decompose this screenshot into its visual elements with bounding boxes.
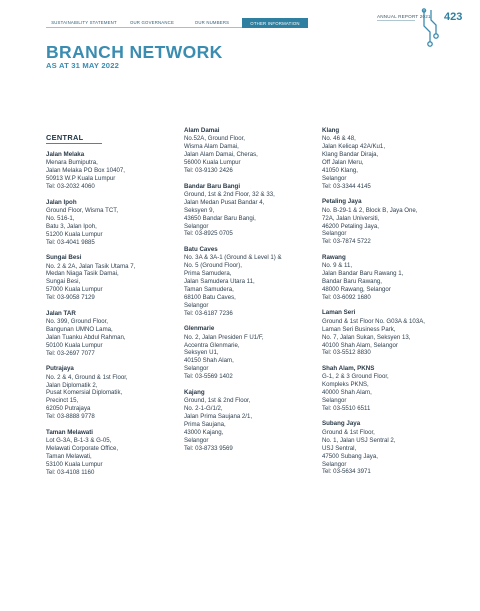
branch-address-line: No.52A, Ground Floor, bbox=[184, 135, 245, 143]
branch-name: Laman Seri bbox=[322, 309, 356, 317]
branch-address-line: No. 2-1-G/1/2, bbox=[184, 404, 223, 412]
branch-phone: Tel: 03-5634 3971 bbox=[322, 468, 371, 476]
branch-address-line: Selangor bbox=[184, 365, 209, 373]
report-label: ANNUAL REPORT 2021 bbox=[377, 14, 431, 19]
branch-name: Bandar Baru Bangi bbox=[184, 182, 241, 190]
branch-phone: Tel: 03-4108 1160 bbox=[46, 468, 95, 476]
branch-address-line: 40000 Shah Alam, bbox=[322, 389, 372, 397]
branch-address-line: Prima Samudera, bbox=[184, 270, 232, 278]
branch-address-line: Batu 3, Jalan Ipoh, bbox=[46, 222, 97, 230]
branch-address-line: Selangor bbox=[322, 230, 347, 238]
branch-address-line: Prima Saujana, bbox=[184, 420, 226, 428]
branch-name: Jalan Ipoh bbox=[46, 198, 77, 206]
branch-phone: Tel: 03-6187 7236 bbox=[184, 309, 233, 317]
branch-entry bbox=[322, 254, 462, 302]
branch-entry bbox=[322, 309, 462, 357]
branch-address-line: Menara Bumiputra, bbox=[46, 159, 98, 167]
tab-other-information[interactable]: OTHER INFORMATION bbox=[242, 18, 308, 28]
branch-address-line: No. 46 & 48, bbox=[322, 135, 356, 143]
branch-name: Taman Melawati bbox=[46, 428, 93, 436]
branch-address-line: Seksyen U1, bbox=[184, 349, 219, 357]
branch-entry bbox=[46, 254, 176, 302]
branch-phone: Tel: 03-3344 4145 bbox=[322, 182, 371, 190]
branch-entry bbox=[322, 420, 462, 476]
branch-phone: Tel: 03-8925 0705 bbox=[184, 230, 233, 238]
branch-address-line: Precinct 15, bbox=[46, 397, 79, 405]
branch-address-line: 57000 Kuala Lumpur bbox=[46, 286, 103, 294]
branch-name: Klang bbox=[322, 127, 340, 134]
branch-column-2 bbox=[184, 127, 319, 460]
branch-phone: Tel: 03-5569 1402 bbox=[184, 373, 233, 381]
branch-address-line: Ground & 1st Floor, bbox=[322, 428, 375, 436]
branch-entry bbox=[322, 127, 462, 191]
branch-phone: Tel: 03-9130 2426 bbox=[184, 167, 233, 175]
branch-entry bbox=[46, 151, 176, 191]
branch-address-line: 40150 Shah Alam, bbox=[184, 357, 234, 365]
branch-address-line: Selangor bbox=[184, 436, 209, 444]
branch-address-line: Jalan Samudera Utara 11, bbox=[184, 278, 255, 286]
branch-address-line: 50913 W.P Kuala Lumpur bbox=[46, 175, 116, 183]
branch-entry bbox=[46, 199, 176, 247]
branch-address-line: No. 9 & 11, bbox=[322, 262, 353, 270]
branch-name: Rawang bbox=[322, 253, 346, 261]
branch-name: Jalan Melaka bbox=[46, 151, 85, 158]
page-number: 423 bbox=[444, 11, 463, 23]
branch-address-line: Seksyen 9, bbox=[184, 206, 215, 214]
branch-name: Petaling Jaya bbox=[322, 198, 362, 206]
branch-address-line: Laman Seri Business Park, bbox=[322, 325, 396, 333]
branch-phone: Tel: 03-2697 7077 bbox=[46, 349, 95, 357]
branch-address-line: Melawati Corporate Office, bbox=[46, 444, 119, 452]
branch-address-line: Selangor bbox=[184, 301, 209, 309]
report-label-underline bbox=[377, 20, 415, 21]
branch-address-line: No. 516-1, bbox=[46, 214, 75, 222]
branch-entry bbox=[46, 365, 176, 421]
branch-address-line: Sungai Besi, bbox=[46, 278, 81, 286]
branch-address-line: Jalan Melaka PO Box 10407, bbox=[46, 167, 125, 175]
branch-phone: Tel: 03-9058 7129 bbox=[46, 294, 95, 302]
branch-address-line: No. B-29-1 & 2, Block B, Jaya One, bbox=[322, 206, 418, 214]
tab-sustainability-statement[interactable]: SUSTAINABILITY STATEMENT bbox=[46, 18, 122, 28]
branch-name: Shah Alam, PKNS bbox=[322, 364, 375, 372]
page-subtitle: AS AT 31 MAY 2022 bbox=[46, 61, 120, 70]
branch-address-line: No. 7, Jalan Sukan, Seksyen 13, bbox=[322, 333, 411, 341]
branch-name: Alam Damai bbox=[184, 127, 220, 134]
branch-address-line: Pusat Komersial Diplomatik, bbox=[46, 389, 123, 397]
branch-address-line: Jalan Tuanku Abdul Rahman, bbox=[46, 333, 126, 341]
branch-name: Glenmarie bbox=[184, 325, 215, 333]
branch-address-line: No. 1, Jalan USJ Sentral 2, bbox=[322, 436, 396, 444]
branch-address-line: 43650 Bandar Baru Bangi, bbox=[184, 214, 256, 222]
branch-name: Subang Jaya bbox=[322, 420, 361, 428]
branch-address-line: Selangor bbox=[184, 222, 209, 230]
branch-address-line: 72A, Jalan Universiti, bbox=[322, 214, 380, 222]
branch-address-line: Jalan Kelicap 42A/Ku1, bbox=[322, 143, 386, 151]
branch-address-line: Kompleks PKNS, bbox=[322, 381, 369, 389]
branch-column-1 bbox=[46, 127, 176, 484]
tab-our-numbers[interactable]: OUR NUMBERS bbox=[182, 18, 242, 28]
branch-address-line: Ground, 1st & 2nd Floor, bbox=[184, 397, 251, 405]
branch-address-line: No. 2 & 2A, Jalan Tasik Utama 7, bbox=[46, 262, 136, 270]
branch-address-line: Jalan Diplomatik 2, bbox=[46, 381, 98, 389]
branch-address-line: 41050 Klang, bbox=[322, 167, 358, 175]
branch-address-line: 53100 Kuala Lumpur bbox=[46, 460, 103, 468]
branch-phone: Tel: 03-5510 6511 bbox=[322, 404, 371, 412]
branch-address-line: Selangor bbox=[322, 460, 347, 468]
branch-phone: Tel: 03-7874 5722 bbox=[322, 238, 371, 246]
branch-address-line: Lot G-3A, B-1-3 & G-05, bbox=[46, 437, 112, 445]
branch-address-line: No. 399, Ground Floor, bbox=[46, 318, 108, 326]
branch-address-line: Bandar Baru Rawang, bbox=[322, 278, 382, 286]
branch-entry bbox=[184, 183, 319, 239]
branch-address-line: Ground & 1st Floor No. G03A & 103A, bbox=[322, 317, 425, 325]
branch-name: Batu Caves bbox=[184, 245, 218, 253]
branch-entry bbox=[46, 310, 176, 358]
tab-our-governance[interactable]: OUR GOVERNANCE bbox=[122, 18, 182, 28]
branch-address-line: 48000 Rawang, Selangor bbox=[322, 286, 391, 293]
branch-name: Jalan TAR bbox=[46, 309, 76, 317]
branch-address-line: USJ Sentral, bbox=[322, 444, 357, 452]
branch-address-line: No. 3A & 3A-1 (Ground & Level 1) & bbox=[184, 254, 282, 262]
branch-address-line: Taman Samudera, bbox=[184, 286, 234, 293]
branch-entry bbox=[184, 246, 319, 318]
branch-address-line: Accentra Glenmarie, bbox=[184, 341, 240, 349]
branch-column-3 bbox=[322, 127, 462, 484]
branch-name: Kajang bbox=[184, 388, 205, 396]
branch-address-line: 56000 Kuala Lumpur bbox=[184, 159, 241, 167]
branch-phone: Tel: 03-6092 1680 bbox=[322, 293, 371, 301]
branch-entry bbox=[322, 198, 462, 246]
branch-address-line: Medan Niaga Tasik Damai, bbox=[46, 270, 119, 278]
section-tabs bbox=[46, 18, 400, 28]
branch-address-line: Jalan Medan Pusat Bandar 4, bbox=[184, 198, 265, 206]
branch-entry bbox=[184, 325, 319, 381]
branch-address-line: 46200 Petaling Jaya, bbox=[322, 222, 379, 230]
branch-phone: Tel: 03-8733 9569 bbox=[184, 444, 233, 452]
branch-address-line: 51200 Kuala Lumpur bbox=[46, 230, 103, 238]
branch-address-line: Jalan Alam Damai, Cheras, bbox=[184, 151, 258, 159]
branch-address-line: Bangunan UMNO Lama, bbox=[46, 326, 113, 333]
branch-phone: Tel: 03-8888 9778 bbox=[46, 413, 95, 421]
branch-phone: Tel: 03-2032 4060 bbox=[46, 183, 95, 191]
branch-address-line: Ground Floor, Wisma TCT, bbox=[46, 207, 119, 215]
branch-address-line: G-1, 2 & 3 Ground Floor, bbox=[322, 373, 389, 381]
branch-address-line: Selangor bbox=[322, 397, 347, 405]
branch-name: Sungai Besi bbox=[46, 254, 82, 262]
branch-phone: Tel: 03-5512 8830 bbox=[322, 349, 371, 357]
branch-address-line: No. 2, Jalan Presiden F U1/F, bbox=[184, 333, 264, 341]
branch-address-line: Off Jalan Meru, bbox=[322, 159, 364, 167]
branch-address-line: 62050 Putrajaya bbox=[46, 405, 91, 413]
branch-address-line: Wisma Alam Damai, bbox=[184, 143, 239, 151]
page-title: BRANCH NETWORK bbox=[46, 42, 223, 62]
branch-phone: Tel: 03-4041 9885 bbox=[46, 238, 95, 246]
branch-address-line: Ground, 1st & 2nd Floor, 32 & 33, bbox=[184, 190, 275, 198]
branch-address-line: 68100 Batu Caves, bbox=[184, 293, 236, 301]
branch-entry bbox=[184, 127, 319, 175]
branch-entry bbox=[46, 429, 176, 477]
branch-address-line: 40100 Shah Alam, Selangor bbox=[322, 341, 398, 349]
branch-address-line: 47500 Subang Jaya, bbox=[322, 452, 378, 460]
branch-address-line: Klang Bandar Diraja, bbox=[322, 151, 379, 159]
branch-address-line: No. 5 (Ground Floor), bbox=[184, 262, 242, 270]
branch-entry bbox=[322, 365, 462, 413]
branch-address-line: 43000 Kajang, bbox=[184, 428, 224, 436]
branch-address-line: 50100 Kuala Lumpur bbox=[46, 341, 103, 349]
circuit-logo-icon bbox=[418, 8, 442, 48]
branch-address-line: Jalan Bandar Baru Rawang 1, bbox=[322, 270, 404, 278]
region-heading-central: CENTRAL bbox=[46, 133, 102, 144]
branch-entry bbox=[184, 389, 319, 453]
branch-address-line: Jalan Prima Saujana 2/1, bbox=[184, 412, 253, 420]
branch-name: Putrajaya bbox=[46, 365, 74, 373]
branch-address-line: Taman Melawati, bbox=[46, 452, 92, 460]
branch-address-line: Selangor bbox=[322, 174, 347, 182]
branch-address-line: No. 2 & 4, Ground & 1st Floor, bbox=[46, 373, 128, 381]
